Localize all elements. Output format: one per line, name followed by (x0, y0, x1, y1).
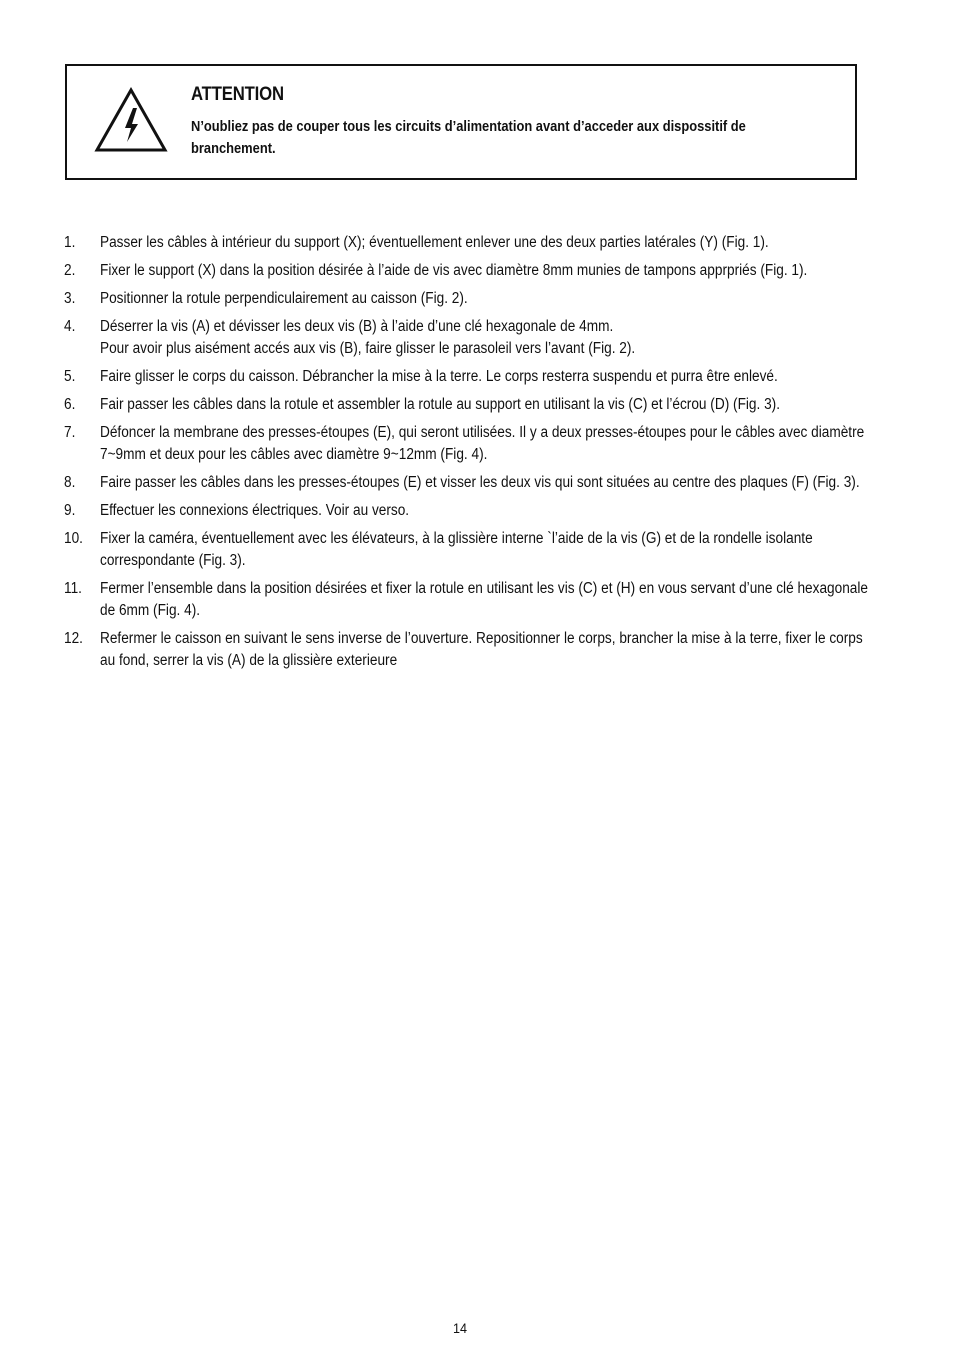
list-item (64, 394, 884, 416)
warning-text: N’oubliez pas de couper tous les circuits d’alimentation avant d’acceder aux dispossitif de branchement. (191, 118, 746, 157)
step-number: 6. (64, 396, 76, 413)
list-item (64, 422, 884, 466)
warning-title: ATTENTION (191, 84, 284, 105)
list-item (64, 232, 884, 254)
page-number: 14 (452, 1320, 468, 1336)
step-number: 4. (64, 318, 76, 335)
step-number: 7. (64, 424, 76, 441)
step-number: 8. (64, 474, 76, 491)
step-number: 5. (64, 368, 76, 385)
step-text: Positionner la rotule perpendiculairement au caisson (Fig. 2). (100, 290, 468, 307)
list-item (64, 578, 884, 622)
step-text: Défoncer la membrane des presses-étoupes (E), qui seront utilisées. Il y a deux presses-étoupes pour le câbles avec diamètre 7~9mm et deux pour les câbles avec diamètre 9~12mm (Fig. 4). (100, 424, 865, 463)
list-item (64, 500, 884, 522)
list-item (64, 472, 884, 494)
step-text: Fixer le support (X) dans la position désirée à l’aide de vis avec diamètre 8mm munies de tampons apprpriés (Fig. 1). (100, 262, 808, 279)
step-text: Fair passer les câbles dans la rotule et assembler la rotule au support en utilisant la vis (C) et l’écrou (D) (Fig. 3). (100, 396, 781, 413)
step-number: 12. (64, 630, 83, 647)
step-number: 2. (64, 262, 76, 279)
step-text: Effectuer les connexions électriques. Voir au verso. (100, 502, 410, 519)
step-text: Refermer le caisson en suivant le sens inverse de l’ouverture. Repositionner le corps, brancher la mise à la terre, fixer le corps au fond, serrer la vis (A) de la glissière exterieure (100, 630, 863, 669)
list-item (64, 288, 884, 310)
step-number: 3. (64, 290, 76, 307)
step-text: Fermer l’ensemble dans la position désirées et fixer la rotule en utilisant les vis (C) et (H) en vous servant d’une clé hexagonale de 6mm (Fig. 4). (100, 580, 869, 619)
list-item (64, 628, 884, 672)
step-text: Fixer la caméra, éventuellement avec les élévateurs, à la glissière interne `l’aide de la vis (G) et de la rondelle isolante correspondante (Fig. 3). (100, 530, 813, 569)
step-text: Faire passer les câbles dans les presses-étoupes (E) et visser les deux vis qui sont situées au centre des plaques (F) (Fig. 3). (100, 474, 860, 491)
step-text: Faire glisser le corps du caisson. Débrancher la mise à la terre. Le corps resterra suspendu et purra être enlevé. (100, 368, 778, 385)
step-number: 10. (64, 530, 83, 547)
list-item (64, 528, 884, 572)
list-item (64, 366, 884, 388)
step-text: Passer les câbles à intérieur du support (X); éventuellement enlever une des deux parties latérales (Y) (Fig. 1). (100, 234, 769, 251)
warning-box (65, 64, 857, 180)
step-number: 1. (64, 234, 76, 251)
list-item (64, 316, 884, 360)
step-text-continuation: Pour avoir plus aisément accés aux vis (B), faire glisser le parasoleil vers l’avant (Fig. 2). (100, 340, 636, 357)
step-number: 11. (64, 580, 82, 597)
list-item (64, 260, 884, 282)
installation-steps-list (64, 232, 884, 678)
step-text: Déserrer la vis (A) et dévisser les deux vis (B) à l’aide d’une clé hexagonale de 4mm. (100, 318, 614, 335)
step-number: 9. (64, 502, 76, 519)
electric-hazard-icon (93, 86, 169, 154)
